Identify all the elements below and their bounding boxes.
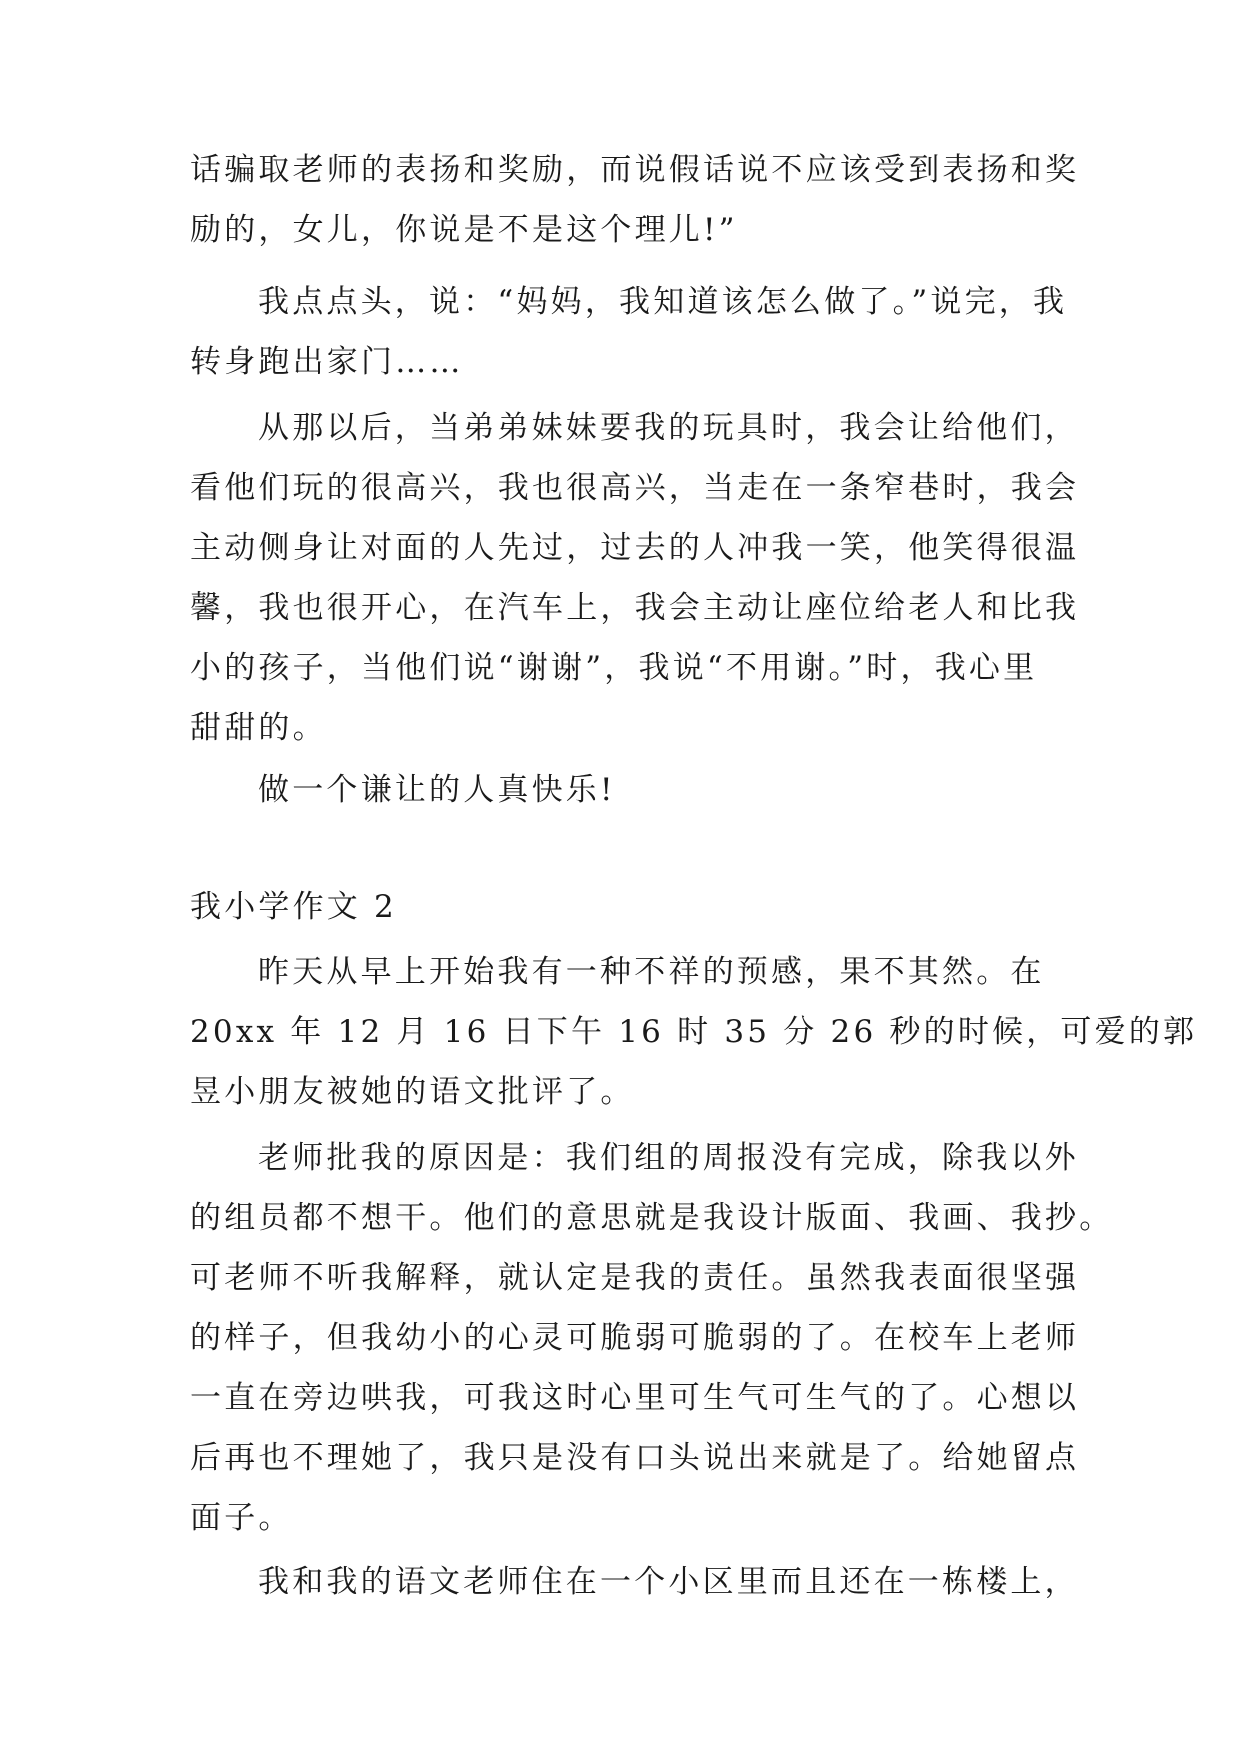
paragraph-line: 我和我的语文老师住在一个小区里而且还在一栋楼上，: [258, 1564, 1079, 1600]
paragraph-line: 我点点头，说：“妈妈，我知道该怎么做了。”说完，我: [258, 284, 1068, 320]
paragraph-line: 转身跑出家门……: [190, 344, 464, 380]
paragraph-line: 的组员都不想干。他们的意思就是我设计版面、我画、我抄。: [190, 1200, 1114, 1236]
paragraph-line: 的样子，但我幼小的心灵可脆弱可脆弱的了。在校车上老师: [190, 1320, 1080, 1356]
paragraph-line: 看他们玩的很高兴，我也很高兴，当走在一条窄巷时，我会: [190, 470, 1080, 506]
section-heading: 我小学作文 2: [190, 889, 397, 925]
paragraph-line: 20xx 年 12 月 16 日下午 16 时 35 分 26 秒的时候，可爱的郭: [190, 1014, 1198, 1050]
paragraph-line: 主动侧身让对面的人先过，过去的人冲我一笑，他笑得很温: [190, 530, 1080, 566]
paragraph-line: 馨，我也很开心，在汽车上，我会主动让座位给老人和比我: [190, 590, 1080, 626]
paragraph-line: 可老师不听我解释，就认定是我的责任。虽然我表面很坚强: [190, 1260, 1080, 1296]
paragraph-line: 老师批我的原因是：我们组的周报没有完成，除我以外: [258, 1140, 1079, 1176]
paragraph-line: 小的孩子，当他们说“谢谢”，我说“不用谢。”时，我心里: [190, 650, 1038, 686]
paragraph-line: 一直在旁边哄我，可我这时心里可生气可生气的了。心想以: [190, 1380, 1080, 1416]
paragraph-line: 甜甜的。: [190, 710, 327, 746]
paragraph-line: 后再也不理她了，我只是没有口头说出来就是了。给她留点: [190, 1440, 1080, 1476]
paragraph-line: 励的，女儿，你说是不是这个理儿!”: [190, 212, 738, 248]
paragraph-line: 面子。: [190, 1500, 293, 1536]
paragraph-line: 话骗取老师的表扬和奖励，而说假话说不应该受到表扬和奖: [190, 152, 1080, 188]
paragraph-line: 做一个谦让的人真快乐!: [258, 772, 616, 808]
paragraph-line: 昨天从早上开始我有一种不祥的预感，果不其然。在: [258, 954, 1045, 990]
paragraph-line: 昱小朋友被她的语文批评了。: [190, 1074, 635, 1110]
paragraph-line: 从那以后，当弟弟妹妹要我的玩具时，我会让给他们，: [258, 410, 1079, 446]
